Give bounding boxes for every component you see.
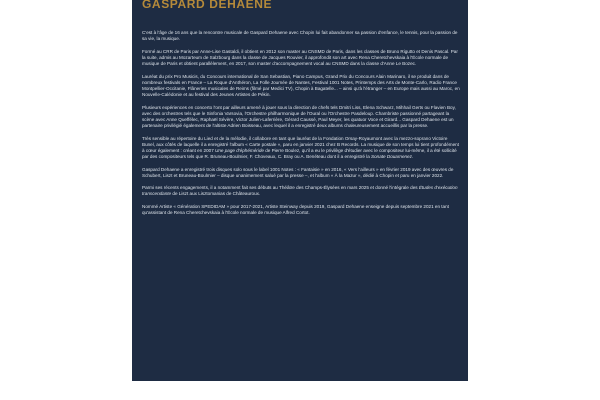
paragraph-text: de Pierre Boulez, qu'il a eu le privilège d'étudier avec le compositeur lui-même, il a été sollicité par des compositeurs tels que R. Bruneau-Boulmier, F. Choveaux, C. Bray ou A. Benéteau dont il a enregistré la xyxy=(142,147,457,159)
paragraph-text: Très sensible au répertoire du Lied et de la mélodie, il collabore en tant que lauréat de la Fondation Orsay-Royaumont avec la mezzo-soprano Victoire Bunel, aux côtés de laquelle il a enregistré l'album « Carte postale », paru en janvier 2021 chez B Records. La musique de son temps lui tient profondément à cœur également : créant en 2007 xyxy=(142,135,460,153)
paragraph-p2 xyxy=(142,49,460,67)
paragraph-p6 xyxy=(142,167,460,179)
paragraph-text: Formé au CRR de Paris par Anne-Lise Gastaldi, il obtient en 2012 son master au CNSMD de Paris, dans les classes de Bruno Rigutto et Denis Pascal. Par la suite, admis au Mozarteum de Salzbourg dans la classe de Jacques Rouvier, il approfondit son art avec Rena Cheretchevskaia à l'École normale de musique de Paris et obtient parallèlement, en 2017, son master d'accompagnement vocal au CNSMD dans la classe d'Anne Le Bozec. xyxy=(142,48,458,66)
paragraph-p4 xyxy=(142,105,460,129)
paragraph-text: Gaspard Dehaene a enregistré trois disques solo sous le label 1001 Notes : « Fantaisie » en 2016, « Vers l'ailleurs » en février 2019 avec des œuvres de Schubert, Liszt et Bruneau-Boulmier – disque unanimement salué par la presse –, et l'album « À la Mazur », dédié à Chopin et paru en janvier 2022. xyxy=(142,166,454,178)
paragraph-text: Plusieurs expériences en concerto l'ont par ailleurs amené à jouer sous la direction de chefs tels Dmitri Liss, Elena Schwarz, Mihhail Gerts ou Flavien Boy, avec des orchestres tels que le Sinfonia Varsovia, l'Orchestre philharmonique de l'Oural ou l'Orchestre Pasdeloup. Chambriste passionné partageant la scène avec Anne Queffélec, Raphaël Sévère, Victor Julien-Laferrière, Gérard Caussé, Paul Meyer, les quatuor Voce et Girard... Gaspard Dehaene est un partenaire privilégié également de l'altiste Adrien Boisseau, avec lequel il a enregistré deux albums chaleureusement accueillis par la presse. xyxy=(142,104,456,128)
work-title-italic: Études d'exécution transcendante xyxy=(142,185,458,197)
paragraph-p1 xyxy=(142,30,460,42)
page-title: GASPARD DEHAENE xyxy=(142,0,273,11)
paragraph-text: Nommé Artiste « Génération SPEDIDAM » pour 2017-2021, Artiste Steinway depuis 2019, Gaspard Dehaene enseigne depuis septembre 2021 en tant qu'assistant de Rena Cheretchevskaia à l'École normale de musique Alfred Cortot. xyxy=(142,204,449,216)
paragraph-text: Lauréat du prix Pro Musicis, du Concours international de San Sebastian, Piano Campus, Grand Prix du Concours Alain Marinaro, il se produit dans de nombreux festivals en France – La Roque d'Anthéron, La Folle Journée de Nantes, Festival 1001 Notes, Printemps des Arts de Monte-Carlo, Radio France Montpellier-Occitanie, Flâneries musicales de Reims (filmé par Medici TV), Chopin à Bagatelle... – ainsi qu'à l'étranger – en Europe mais aussi au Maroc, en Nouvelle-Calédonie et au festival des Jeunes Artistes de Pékin. xyxy=(142,73,460,97)
paragraph-text: de Liszt aux Lisztomanias de Châteauroux. xyxy=(171,191,261,197)
paragraph-p7 xyxy=(142,185,460,197)
work-title-italic: Une page d'éphéméride xyxy=(215,147,264,153)
biography-panel xyxy=(132,0,468,381)
biography-text xyxy=(142,30,460,223)
paragraph-p3 xyxy=(142,74,460,98)
work-title-italic: Sonate Douarnenez xyxy=(371,153,412,159)
paragraph-p5 xyxy=(142,136,460,160)
paragraph-text: Parmi ses récents engagements, il a notamment fait ses débuts au Théâtre des Champs-Élysées en mars 2025 et donné l'intégrale des xyxy=(142,185,419,191)
paragraph-p8 xyxy=(142,204,460,216)
paragraph-text: . xyxy=(411,153,414,159)
paragraph-text: C'est à l'âge de 16 ans que la rencontre musicale de Gaspard Dehaene avec Chopin lui fait abandonner sa passion d'enfance, le tennis, pour la passion de sa vie, la musique. xyxy=(142,30,458,42)
